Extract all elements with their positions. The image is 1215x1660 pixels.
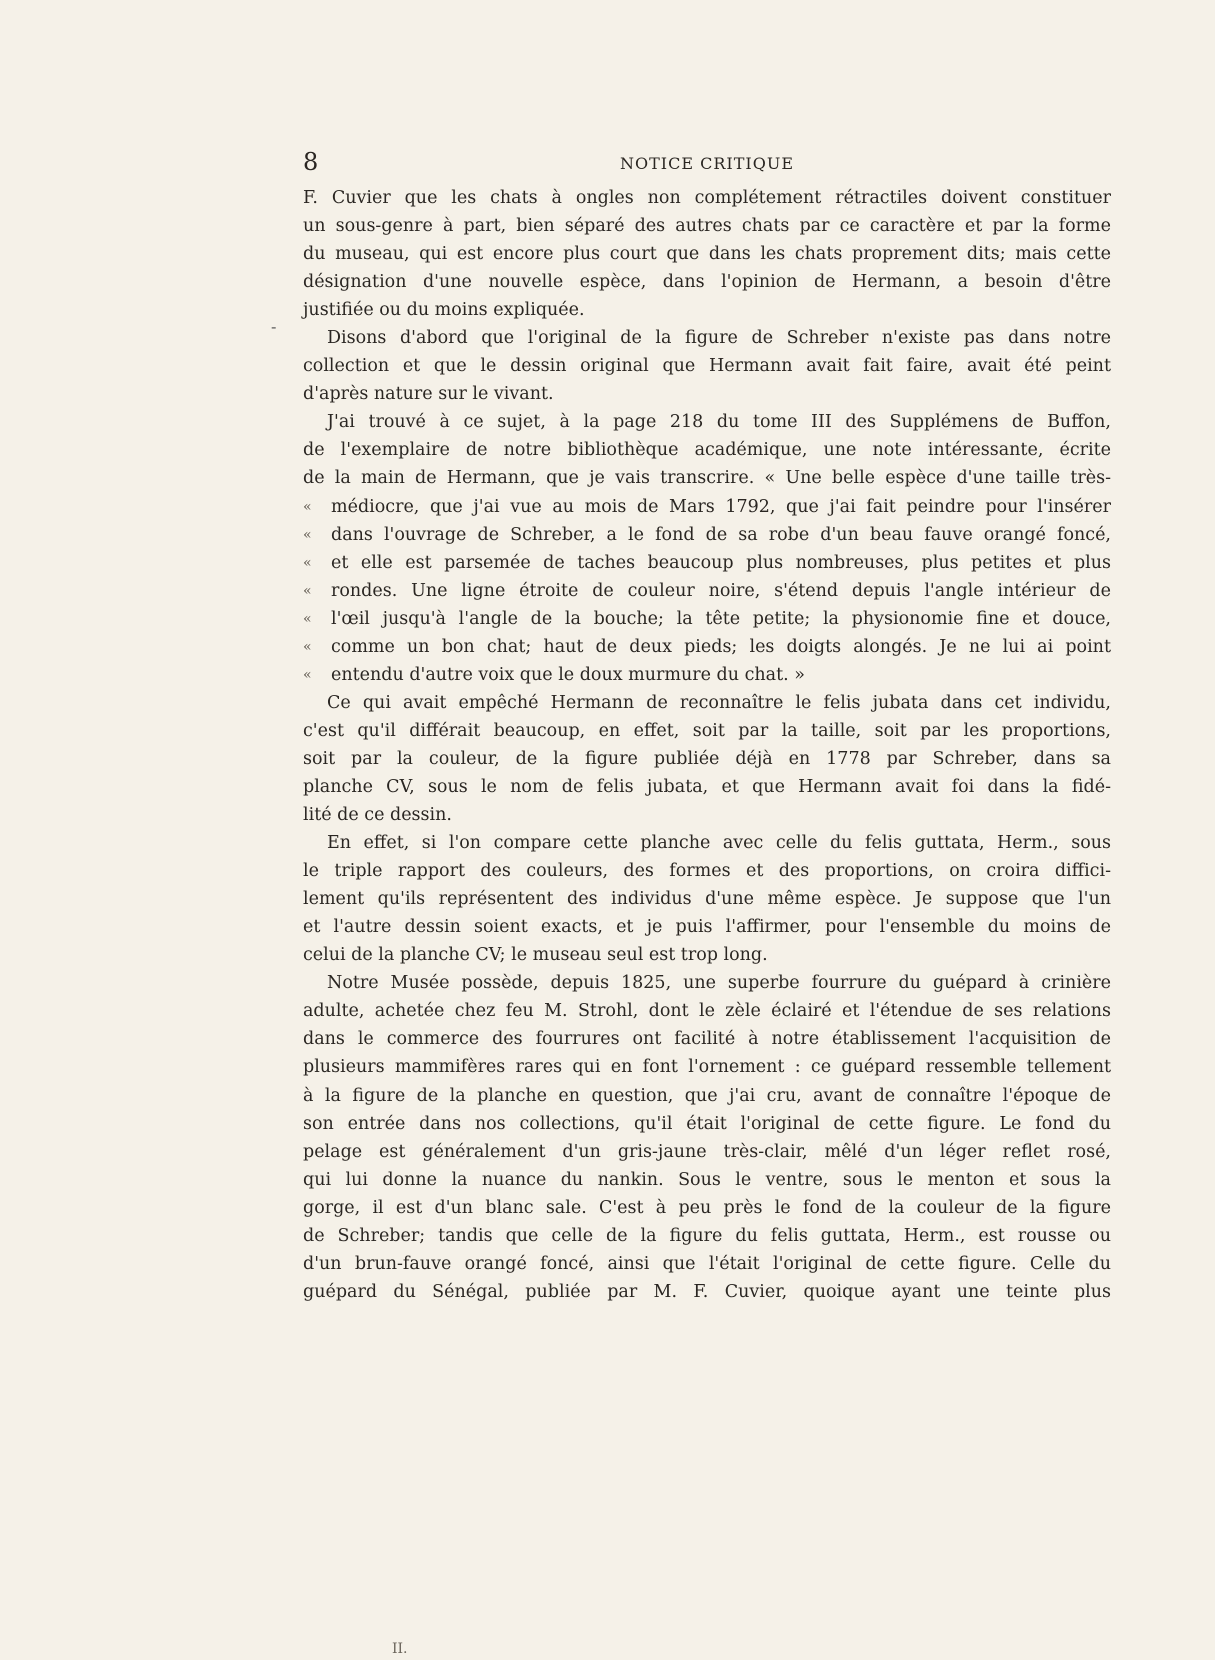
text-line: plusieurs mammifères rares qui en font l'ornement : ce guépard ressemble tellement [303,1057,1111,1078]
quote-line [303,577,1111,605]
text-line: adulte, achetée chez feu M. Strohl, dont le zèle éclairé et l'étendue de ses relations [303,1001,1111,1022]
quote-line [303,493,1111,521]
text-line: son entrée dans nos collections, qu'il était l'original de cette figure. Le fond du [303,1113,1111,1134]
quote-line [303,605,1111,633]
text-line: et l'autre dessin soient exacts, et je puis l'affirmer, pour l'ensemble du moins de [303,917,1111,938]
margin-mark: - [271,317,277,336]
quote-text: rondes. Une ligne étroite de couleur noire, s'étend depuis l'angle intérieur de [331,580,1111,601]
text-line: du museau, qui est encore plus court que dans les chats proprement dits; mais cette [303,244,1111,265]
body-text [303,184,1111,1306]
text-line: à la figure de la planche en question, que j'ai cru, avant de connaître l'époque de [303,1085,1111,1106]
text-line: F. Cuvier que les chats à ongles non complétement rétractiles doivent constituer [303,188,1111,208]
text-line: Ce qui avait empêché Hermann de reconnaître le felis jubata dans cet individu, [327,692,1111,713]
text-line: c'est qu'il différait beaucoup, en effet, soit par la taille, soit par les proportions, [303,720,1111,741]
page-header [303,148,1111,178]
text-line: soit par la couleur, de la figure publiée déjà en 1778 par Schreber, dans sa [303,748,1111,769]
quote-text: dans l'ouvrage de Schreber, a le fond de sa robe d'un beau fauve orangé foncé, [331,524,1111,545]
text-line: un sous-genre à part, bien séparé des autres chats par ce caractère et par la forme [303,216,1111,237]
quote-line [303,521,1111,549]
text-line: Disons d'abord que l'original de la figure de Schreber n'existe pas dans notre [327,328,1111,349]
quote-line [303,549,1111,577]
text-line: de la main de Hermann, que je vais transcrire. « Une belle espèce d'une taille très- [303,468,1111,489]
quote-mark: « [303,582,312,599]
text-line: qui lui donne la nuance du nankin. Sous le ventre, sous le menton et sous la [303,1169,1111,1190]
text-line: Notre Musée possède, depuis 1825, une superbe fourrure du guépard à crinière [327,973,1111,994]
quote-mark: « [303,666,312,683]
text-line: J'ai trouvé à ce sujet, à la page 218 du tome III des Supplémens de Buffon, [327,412,1111,433]
quote-text: entendu d'autre voix que le doux murmure du chat. » [331,664,805,685]
text-line: gorge, il est d'un blanc sale. C'est à peu près le fond de la couleur de la figure [303,1197,1111,1218]
quote-mark: « [303,498,312,515]
text-line: pelage est généralement d'un gris-jaune très-clair, mêlé d'un léger reflet rosé, [303,1141,1111,1162]
quote-mark: « [303,610,312,627]
text-line: planche CV, sous le nom de felis jubata, et que Hermann avait foi dans la fidé- [303,776,1111,797]
text-line: d'un brun-fauve orangé foncé, ainsi que l'était l'original de cette figure. Celle du [303,1253,1111,1274]
quote-mark: « [303,638,312,655]
text-line: de l'exemplaire de notre bibliothèque académique, une note intéressante, écrite [303,440,1111,461]
quote-mark: « [303,526,312,543]
text-line: lement qu'ils représentent des individus d'une même espèce. Je suppose que l'un [303,889,1111,910]
text-line: guépard du Sénégal, publiée par M. F. Cuvier, quoique ayant une teinte plus [303,1281,1111,1302]
text-line: désignation d'une nouvelle espèce, dans l'opinion de Hermann, a besoin d'être [303,272,1111,293]
page-number: 8 [303,148,319,176]
text-line: celui de la planche CV; le museau seul est trop long. [303,945,768,966]
text-line: le triple rapport des couleurs, des formes et des proportions, on croira diffici- [303,861,1111,882]
quote-text: comme un bon chat; haut de deux pieds; les doigts alongés. Je ne lui ai point [331,636,1111,657]
quote-mark: « [303,554,312,571]
quote-line [303,633,1111,661]
quote-text: l'œil jusqu'à l'angle de la bouche; la tête petite; la physionomie fine et douce, [331,608,1111,629]
text-line: collection et que le dessin original que Hermann avait fait faire, avait été peint [303,356,1111,377]
quote-text: et elle est parsemée de taches beaucoup plus nombreuses, plus petites et plus [331,552,1111,573]
text-line: dans le commerce des fourrures ont facilité à notre établissement l'acquisition de [303,1029,1111,1050]
signature-mark: II. [392,1641,408,1657]
text-line: justifiée ou du moins expliquée. [303,300,585,321]
quote-line [303,661,1111,689]
text-line: lité de ce dessin. [303,805,452,826]
text-line: d'après nature sur le vivant. [303,384,554,405]
text-line: de Schreber; tandis que celle de la figure du felis guttata, Herm., est rousse ou [303,1225,1111,1246]
quote-text: médiocre, que j'ai vue au mois de Mars 1792, que j'ai fait peindre pour l'insérer [331,496,1111,517]
text-line: En effet, si l'on compare cette planche avec celle du felis guttata, Herm., sous [327,833,1111,854]
running-title: NOTICE CRITIQUE [620,154,794,173]
